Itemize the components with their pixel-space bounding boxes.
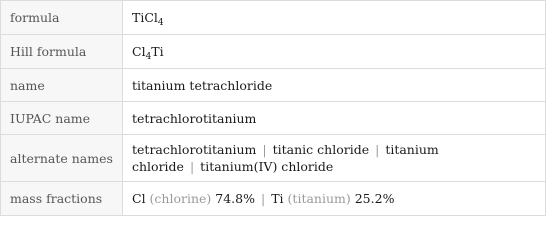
row-hill-formula [1, 35, 546, 69]
alternate-name-item: titanic chloride [272, 142, 370, 157]
alternate-name-item: titanium(IV) chloride [200, 159, 334, 174]
alternate-names-value [123, 135, 546, 182]
iupac-name-label: IUPAC name [1, 102, 123, 135]
hill-formula-value [123, 35, 546, 69]
separator: | [261, 191, 266, 206]
row-name [1, 69, 546, 102]
formula-value [123, 1, 546, 35]
hill-part-ti: Ti [151, 44, 164, 59]
alternate-name-item: titanium chloride [132, 142, 439, 174]
row-alternate-names [1, 135, 546, 182]
mass-percent: 25.2% [354, 191, 395, 206]
mass-fractions-value [123, 182, 546, 216]
formula-label: formula [1, 1, 123, 35]
formula-subscript: 4 [157, 18, 164, 28]
mass-percent: 74.8% [215, 191, 255, 206]
mass-element-name: (chlorine) [149, 191, 212, 206]
separator: | [375, 142, 380, 157]
separator: | [262, 142, 267, 157]
mass-element-name: (titanium) [287, 191, 351, 206]
mass-symbol: Ti [271, 191, 284, 206]
hill-formula-label: Hill formula [1, 35, 123, 69]
row-iupac-name [1, 102, 546, 135]
name-label: name [1, 69, 123, 102]
hill-part-cl: Cl [132, 44, 146, 59]
mass-fractions-label: mass fractions [1, 182, 123, 216]
name-value: titanium tetrachloride [123, 69, 546, 102]
hill-subscript: 4 [145, 52, 152, 62]
row-formula [1, 1, 546, 35]
iupac-name-value: tetrachlorotitanium [123, 102, 546, 135]
formula-main: TiCl [132, 10, 158, 25]
row-mass-fractions [1, 182, 546, 216]
mass-symbol: Cl [132, 191, 146, 206]
alternate-names-label: alternate names [1, 135, 123, 182]
separator: | [189, 159, 195, 174]
alternate-name-item: tetrachlorotitanium [132, 142, 257, 157]
